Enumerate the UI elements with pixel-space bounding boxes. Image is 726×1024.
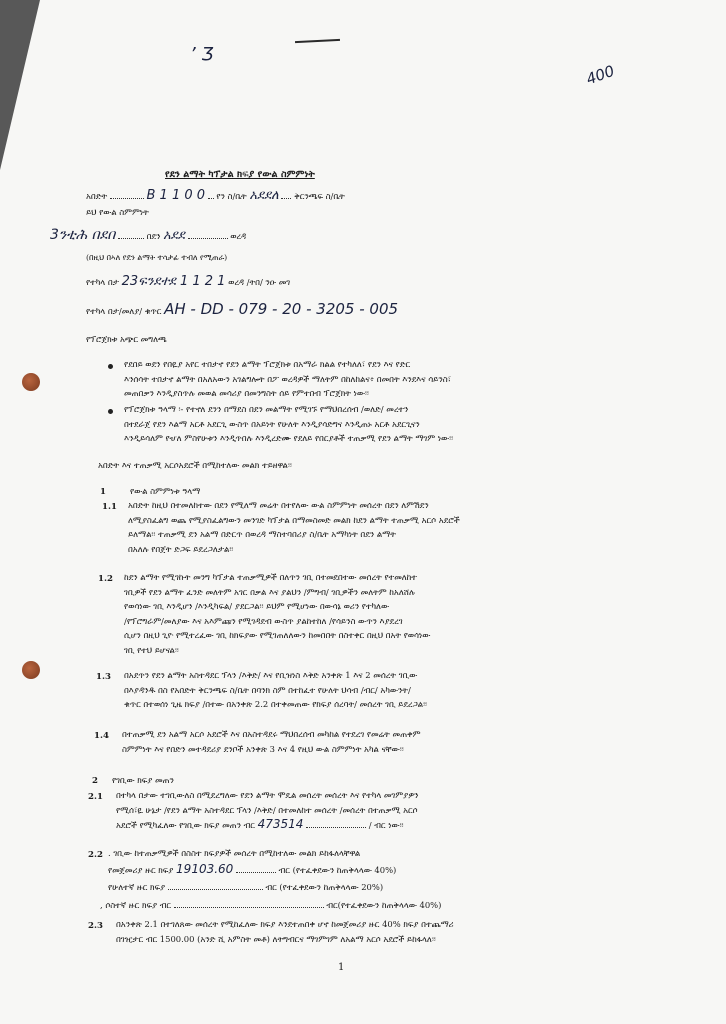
para-1-2-line: የወሳነው ገቢ እንዲሆን /እንዲካፍል/ ያደርጋል፡፡ ይህም የሚሆነው በውሳኔ ወሪን የተካለው (124, 601, 389, 612)
para-1-1-line: አበድት ከዚህ በተመለከተው በደን የሚለማ መሬት በተየለው ውል ስምምነት መሰረት በደን ለምሽደን (128, 500, 429, 510)
para-1-2-line: /የፕሮግራም/መለያው እና አእምጩን የሚገዳደብ ውስጥ ያልከተከለ /የሳይንስ ውጥን እያደረገ (124, 615, 403, 626)
para-1-2-line: ገቢዎች የደን ልማት ፈንድ መለትም አገር በቃል እና ያልህን /ምግብ/ ገቢዎችን መለትም ከአለሸሉ (124, 586, 415, 597)
para-1-2-number: 1.2 (98, 574, 113, 584)
section-2-title: የገቢው ክፍያ መጠን (112, 775, 174, 785)
address-handwritten: አደደለ (249, 188, 279, 203)
payment-row-2-label: የሁለተኛ ዙር ክፍያ (108, 882, 166, 892)
scan-shadow (0, 0, 40, 170)
para-2-3-line: በአንቀጽ 2.1 በተገለጸው መሰረት የሚከፈለው ክፍያ እንደተጠበቀ ሆኖ ከመጀመሪያ ዙር 40% ክፍያ በተጨማሪ (116, 919, 454, 929)
para-1-3-line: በእያዳንዱ በስ የአበድት ቅርንጫፍ ስ/ቤት በባንክ ስም በተከፈተ የሁለት ህሳብ /ብር/ አካውንት/ (124, 684, 411, 695)
plant-code-label: የተካላ በታ/መለያ/ ቁጥር (86, 306, 162, 316)
para-1-3 (124, 668, 618, 712)
para-2-3-line: በገዢታር ብር 1500.00 (አንድ ሺ አምስት መቶ) ለትግብርና ማገምገም ለአልማ አርሶ አደሮች ይከፋላለ፡፡ (116, 933, 436, 944)
para-2-1-line-3-text: አደሮች የሚካፈለው የገቢው ክፍያ መጠን ብር (116, 820, 255, 831)
para-1-2-line: ከደን ልማት የሚገኩት መንግ ካፕታል ተጠቃሚዎች በለጥን ገቢ በተመደበተው መሰረት የተመለከተ (124, 572, 417, 582)
bullet-dot-1 (108, 364, 113, 369)
para-1-1 (128, 498, 618, 556)
payment-row-3 (100, 898, 441, 913)
para-1-1-line: ይለማል፡፡ ተጠቃሚ ደን አልማ በድርጥ በወረዳ ማስተባበሪያ ስ/ቤት አማካነት በደን ልማት (128, 529, 396, 540)
bullet-paragraph-1 (124, 357, 614, 401)
payment-row-3-tail: ብር(የተፈቀደውን ከጠቅላላው 40%) (326, 900, 442, 910)
para-1-3-number: 1.3 (96, 672, 111, 682)
total-amount-handwritten: 473514 (257, 817, 304, 832)
para-2-2-head: . ገቢው ከተጠቃሚዎች በስስተ ክፍያዎች መሰረት በሚከተለው መልክ ይከፋለላቸዋል (108, 848, 361, 858)
punch-hole-bottom (22, 661, 40, 679)
para-2-1-line-3-end: / ብር ነው፡፡ (368, 820, 404, 831)
intro-sentence: አበድት እና ተጠቃሚ አርሶአደሮች በሚከተለው መልክ ተይዘዋል፡፡ (98, 460, 292, 470)
header-line-2: ይህ የውል ስምምነት (86, 207, 149, 217)
bullet-dot-2 (108, 409, 113, 414)
section-2-number: 2 (92, 776, 98, 786)
para-1-4-line: በተጠቃሚ ደን አልማ አርሶ አደሮች እና በአስተዳደሩ ማህበረሰብ መካከል የተደረገ የመሬት መጠቀም (122, 729, 421, 739)
bullet-1-line-2: እንሰሳት ተበታኖ ልማት በአለአውን አገልግሎት በፖ ወረዳዎች ማለትም በከለከልና፥ በመበት እንደእና ሳይንስ፣ (124, 373, 452, 384)
para-1-4-number: 1.4 (94, 731, 109, 741)
plant-code-handwritten: AH - DD - 079 - 20 - 3205 - 005 (164, 300, 399, 318)
para-2-1-line-3 (116, 817, 616, 833)
project-summary-heading: የፕሮጀክቱ አጭር መግለጫ (86, 334, 167, 344)
bullet-paragraph-2 (124, 402, 614, 446)
para-1-1-line: በአለሉ የበጀት ድጋፍ ይደረጋለታል፡፡ (128, 543, 234, 554)
bullet-2-line-3: እንዲይሳለም የሇለ ምስየሁቱን እንዲጥበሉ እንዲረድሙ የደለይ የበርያቶች ተጠቃሚ የደን ልማት ማገም ነው፡፡ (124, 433, 454, 444)
section-1-title: የውል ስምምነቱ ዓላማ (130, 486, 201, 496)
payment-row-2-tail: ብር (የተፈቀደውን ከጠቅላላው 20%) (265, 882, 384, 892)
para-1-2-line: ገቢ የተህ ይሆናል፡፡ (124, 644, 179, 655)
para-2-1 (116, 788, 616, 833)
page-number: 1 (338, 962, 345, 973)
payment-row-1-label: የመጀመሪያ ዙር ክፍያ (108, 865, 174, 875)
plant-site-handwritten: 23ፍንደተደ 1 1 2 1 (121, 274, 226, 289)
header-line-4: (በዚህ በኣለ የደን ልማት ተሳታፊ ተብለ የሚጠራ) (86, 253, 228, 262)
para-1-1-number: 1.1 (102, 502, 117, 512)
header-line-6 (86, 302, 398, 319)
para-1-3-line: በአደጥን የደን ልማት አስተዳደር ፕላን /እቅድ/ እና የቢዝነስ እቅድ አንቀጽ 1 እና 2 መሰረት ገቢው (124, 670, 418, 680)
header-line-5 (86, 274, 290, 290)
para-1-1-line: ለሚያስፈልግ ወጨ የሚያስፈልግውን መንገድ ካፕታል በማመስመድ መልክ ከደን ልማት ተጠቃሚ አርሶ አደሮች (128, 514, 460, 525)
bullet-1-line-1: የደበይ ወደን የበዪያ አየር ተበታኖ የደን ልማት ፕሮጀክቱ በአማራ ክልል የተካለለ፣ የደን እና የድር (124, 359, 411, 369)
para-2-1-line: በተካላ በታው ተገቢውለስ በሚደረግለው የደን ልማት ሞዴል መሰረት መሰረት እና የተካላ መገምያዎን (116, 790, 419, 800)
woreda-label: ወረዳ (230, 231, 247, 241)
para-2-3 (116, 917, 616, 946)
name-handwritten: 3ንቲሕ በደበ (50, 227, 116, 243)
bullet-2-line-1: የፕሮጀክቱ ዓላማ ፡- የተኖለ ደንን በማደስ በደን መልማት የሚገኙ የማህበረሰብ /ወለድ/ መረተን (124, 404, 409, 414)
payment-row-1 (108, 862, 396, 878)
forest-label: በደን (146, 231, 161, 241)
agent-handwritten: B 1 1 0 0 (146, 188, 206, 203)
first-payment-handwritten: 19103.60 (176, 862, 234, 876)
header-line-3 (50, 228, 246, 244)
section-1-number: 1 (100, 487, 106, 497)
forest-handwritten: አደደ (163, 228, 185, 243)
para-1-2 (124, 570, 618, 658)
document-title: የደን ልማት ካፕታል ክፍያ የውል ስምምነት (165, 169, 315, 180)
agent-label: አበድት (86, 191, 108, 201)
para-1-3-line: ቁጥር በተወሰነ ጊዜ ክፍያ /በተው በአንቀጽ 2.2 በተቀመጠው የክፍያ ሰረባት/ መሰረት ገቢ ይደረጋል፡፡ (124, 699, 428, 710)
bullet-1-line-3: መጠበቃን እንዲያስጥሉ መወል መሳሪያ በመንግስት ሰይ የምተበብ ፕሮጀክት ነው፡፡ (124, 388, 369, 399)
top-handwritten-mark: ’ Ʒ (190, 44, 214, 65)
para-1-4 (122, 727, 618, 756)
para-1-2-line: ሲሆን በዚህ ጊዮ የሚተረፈው ገቢ ከክፍያው የሚገጠለለውን ከመበበት በስተቀር በዚህ በአት የወሳነው (124, 630, 431, 641)
header-line-1 (86, 188, 345, 204)
para-2-1-line: የሚሰ፣ዪ ሁኔታ /የደን ልማት አስተዳደር ፕላን /እቅድ/ በተመለከተ መሰረት /መሰረት በተጠቃሚ አርሶ (116, 804, 418, 815)
plant-site-label: የተካላ በታ (86, 277, 119, 287)
branch-label: ቅርንጫፍ ስ/ቤት (294, 191, 345, 201)
payment-row-2 (108, 880, 383, 895)
para-2-2-number: 2.2 (88, 850, 103, 860)
top-pen-stroke (295, 39, 340, 43)
para-1-4-line: ስምምነት እና የበድን መተዳደሪያ ደንቦች አንቀጽ 3 እና 4 የዚህ ውል ስምምነት አካል ናቸው፡፡ (122, 743, 404, 754)
punch-hole-top (22, 373, 40, 391)
zone-label: ወረዳ /ትበ/ ንዑ መገ (228, 277, 291, 287)
para-2-1-number: 2.1 (88, 792, 103, 802)
bullet-2-line-2: በተደራጀ የደን እልማ አርቶ አደርጊ ውስጥ በአይነት የሁለት እንዲያሳድግና እንዲጠኑ አርቶ አደርጊናን (124, 418, 420, 429)
para-2-3-number: 2.3 (88, 921, 103, 931)
payment-row-3-label: , ሶስተኛ ዙር ክፍያ ብር (100, 900, 172, 910)
tin-label: የን ስ/ቤት (216, 191, 247, 201)
payment-row-1-tail: ብር (የተፈቀደውን ከጠቅላላው 40%) (278, 865, 397, 875)
page-code-handwritten: 400 (583, 61, 617, 89)
